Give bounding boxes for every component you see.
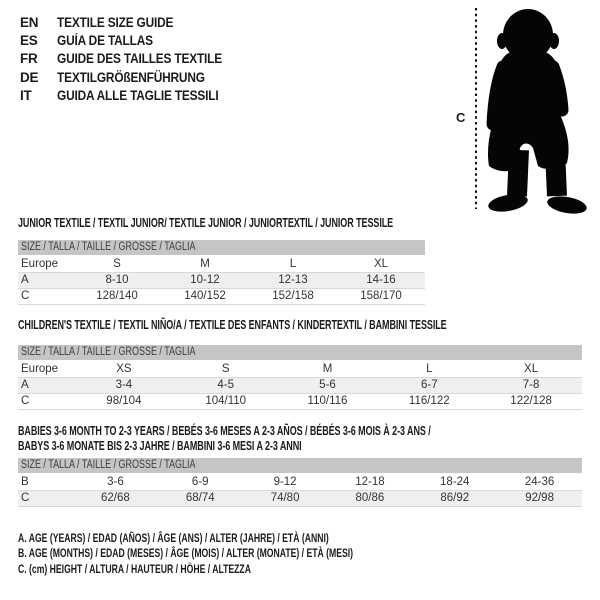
footnote-c: C. (cm) HEIGHT / ALTURA / HAUTEUR / HÖHE / ALTEZZA [18, 561, 251, 576]
table-cell: 5-6 [319, 379, 336, 391]
table-title: BABIES 3-6 MONTH TO 2-3 YEARS / BEBÉS 3-6 MESES A 2-3 AÑOS / BÉBÉS 3-6 MOIS À 2-3 ANS / BABYS 3-6 MONATE BIS 2-3 JAHRE / BAMBINI 3-6 MESI A 2-3 ANNI [18, 424, 431, 453]
row-label: C [21, 395, 30, 407]
table-cell: 104/110 [205, 395, 247, 407]
row-label: A [21, 379, 29, 391]
childrens-textile-table [18, 318, 582, 410]
table-cell: 86/92 [440, 492, 470, 504]
table-cell: 92/98 [525, 492, 554, 504]
table-cell: 3-6 [107, 476, 124, 488]
table-cell: 80/86 [355, 492, 385, 504]
row-label: C [21, 290, 30, 302]
size-header-bar: SIZE / TALLA / TAILLE / GRÖSSE / TAGLIA [18, 240, 425, 255]
lang-code: FR [20, 51, 38, 67]
table-cell: 98/104 [106, 395, 142, 407]
table-cell: 68/74 [185, 492, 215, 504]
baby-silhouette-icon [487, 9, 588, 215]
table-cell: 140/152 [184, 290, 226, 302]
language-title-list [20, 13, 245, 105]
footnote-b: B. AGE (MONTHS) / EDAD (MESES) / ÂGE (MOIS) / ALTER (MONATE) / ETÀ (MESI) [18, 546, 354, 561]
table-cell: L [289, 258, 297, 270]
lang-code: IT [20, 88, 32, 104]
lang-title: GUIDE DES TAILLES TEXTILE [57, 51, 223, 67]
table-cell: XL [373, 258, 389, 270]
lang-title: TEXTILE SIZE GUIDE [57, 14, 174, 30]
lang-code: EN [20, 14, 39, 30]
table-cell: 110/116 [307, 395, 348, 407]
table-cell: M [322, 363, 333, 375]
footnote-legend [18, 531, 483, 577]
lang-title: GUÍA DE TALLAS [57, 33, 153, 49]
footnote-a: A. AGE (YEARS) / EDAD (AÑOS) / ÂGE (ANS) / ALTER (JAHRE) / ETÀ (ANNI) [18, 531, 329, 545]
table-row [18, 378, 582, 394]
lang-code: DE [20, 69, 39, 85]
table-cell: XL [524, 363, 539, 375]
table-title: CHILDREN'S TEXTILE / TEXTIL NIÑO/A / TEXTILE DES ENFANTS / KINDERTEXTIL / BAMBINI TESSILE [18, 318, 447, 332]
table-cell: 116/122 [408, 395, 450, 407]
table-cell: 74/80 [270, 492, 300, 504]
lang-row-en [20, 13, 245, 31]
table-cell: 12-18 [355, 476, 385, 488]
table-cell: 14-16 [366, 274, 396, 286]
size-header-bar: SIZE / TALLA / TAILLE / GRÖSSE / TAGLIA [18, 458, 582, 473]
table-cell: 3-4 [115, 379, 133, 391]
table-cell: 7-8 [522, 379, 540, 391]
table-cell: 8-10 [105, 274, 129, 286]
row-label: Europe [21, 258, 59, 270]
height-label: C [456, 110, 466, 125]
lang-title: GUIDA ALLE TAGLIE TESSILI [57, 88, 219, 104]
table-cell: 9-12 [273, 476, 297, 488]
table-cell: 158/170 [360, 290, 402, 302]
table-cell: 152/158 [272, 290, 314, 302]
table-cell: 24-36 [524, 476, 555, 488]
baby-silhouette-figure [455, 0, 600, 215]
table-cell: 128/140 [96, 290, 138, 302]
table-row [18, 289, 425, 305]
size-header-bar: SIZE / TALLA / TAILLE / GRÖSSE / TAGLIA [18, 345, 582, 360]
table-row [18, 257, 425, 273]
table-row [18, 394, 582, 410]
table-cell: 18-24 [440, 476, 470, 488]
table-cell: S [113, 258, 121, 270]
table-cell: 6-9 [191, 476, 209, 488]
table-cell: S [221, 363, 230, 375]
table-row [18, 362, 582, 378]
table-cell: 122/128 [510, 395, 552, 407]
table-cell: 6-7 [420, 379, 438, 391]
table-cell: 12-13 [278, 274, 308, 286]
junior-textile-table [18, 216, 425, 305]
babies-textile-table [18, 424, 582, 507]
row-label: B [21, 476, 29, 488]
lang-code: ES [20, 33, 38, 49]
table-title: JUNIOR TEXTILE / TEXTIL JUNIOR/ TEXTILE JUNIOR / JUNIORTEXTIL / JUNIOR TESSILE [18, 216, 394, 230]
lang-row-fr [20, 50, 245, 68]
lang-title: TEXTILGRÖßENFÜHRUNG [57, 69, 205, 85]
row-label: C [21, 492, 30, 504]
table-cell: XS [116, 363, 132, 375]
table-cell: M [200, 258, 210, 270]
lang-row-de [20, 68, 245, 86]
row-label: Europe [21, 363, 59, 375]
lang-row-es [20, 31, 245, 49]
row-label: A [21, 274, 29, 286]
table-row [18, 491, 582, 507]
lang-row-it [20, 87, 245, 105]
table-row [18, 475, 582, 491]
table-row [18, 273, 425, 289]
table-cell: 10-12 [190, 274, 220, 286]
table-cell: 62/68 [101, 492, 130, 504]
table-cell: L [426, 363, 433, 375]
table-cell: 4-5 [217, 379, 234, 391]
